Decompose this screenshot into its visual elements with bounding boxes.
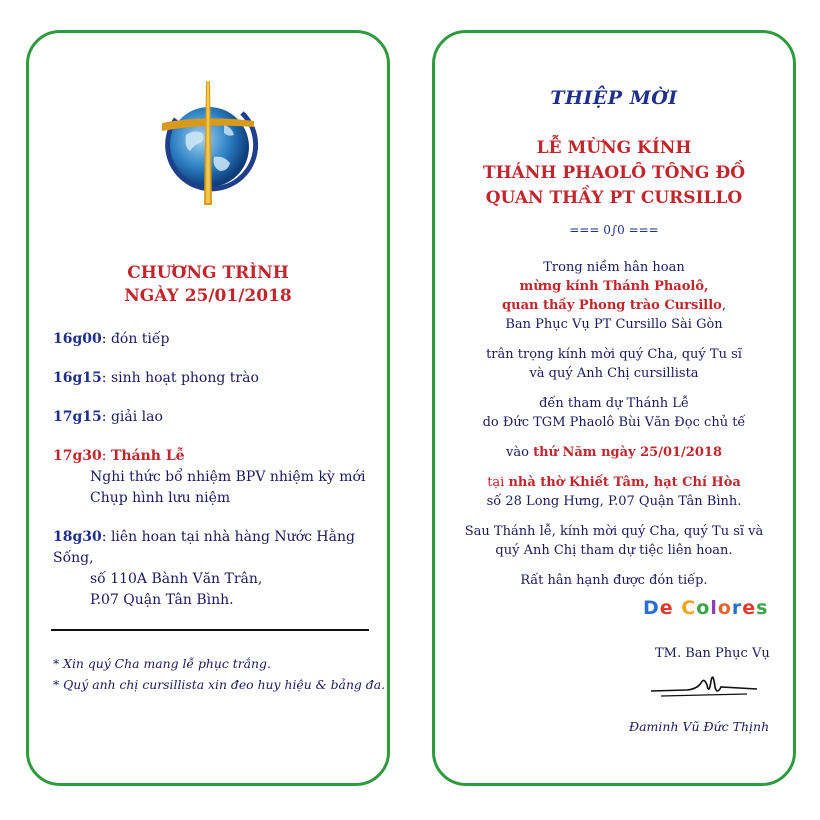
program-card — [26, 30, 390, 786]
paragraph — [435, 571, 793, 590]
schedule-text: đón tiếp — [110, 331, 170, 347]
program-title-line: CHƯƠNG TRÌNH — [127, 263, 289, 283]
feast-line: LỄ MỪNG KÍNH — [536, 138, 692, 158]
paragraph — [435, 394, 793, 432]
feast-title — [435, 136, 793, 211]
text-line: trân trọng kính mời quý Cha, quý Tu sĩ — [486, 347, 742, 362]
text-span: quan thầy Phong trào Cursillo — [502, 298, 722, 313]
schedule-subline: Chụp hình lưu niệm — [90, 490, 231, 506]
notes — [53, 653, 385, 695]
schedule-item: 17g15: giải lao — [53, 409, 163, 425]
text-span: , — [721, 298, 726, 313]
signature-title: TM. Ban Phục Vụ — [655, 646, 770, 661]
schedule-subline: Nghi thức bổ nhiệm BPV nhiệm kỳ mới — [90, 469, 366, 485]
de-colores-letter: l — [710, 597, 718, 619]
schedule-item: 18g30: liên hoan tại nhà hàng Nước Hằng Sống, số 110A Bành Văn Trân, P.07 Quận Tân Bình. — [53, 527, 378, 611]
schedule-time: 17g30 — [53, 448, 102, 464]
de-colores-letter: s — [756, 597, 769, 619]
paragraph — [435, 258, 793, 334]
de-colores-letter: C — [681, 597, 697, 619]
schedule-text: Thánh Lễ — [110, 448, 185, 464]
text-line: Trong niềm hân hoan — [543, 260, 685, 275]
invitation-title: THIỆP MỜI — [550, 87, 678, 109]
schedule-subline: số 110A Bành Văn Trân, — [90, 571, 263, 587]
note-line: * Xin quý Cha mang lễ phục trắng. — [53, 656, 271, 671]
de-colores-letter: e — [659, 597, 674, 619]
text-line: và quý Anh Chị cursillista — [529, 366, 699, 381]
schedule-time: 18g30 — [53, 529, 102, 545]
schedule-list — [53, 329, 378, 629]
feast-line: THÁNH PHAOLÔ TÔNG ĐỒ — [482, 163, 746, 183]
schedule-text: sinh hoạt phong trào — [110, 370, 259, 386]
invitation-card — [432, 30, 796, 786]
text-span: tại — [487, 475, 509, 490]
program-title — [29, 262, 387, 308]
schedule-subline: P.07 Quận Tân Bình. — [90, 592, 234, 608]
feast-line: QUAN THẦY PT CURSILLO — [485, 188, 743, 208]
text-span: vào — [506, 445, 534, 460]
text-line: mừng kính Thánh Phaolô, — [519, 279, 709, 294]
text-line: Rất hân hạnh được đón tiếp. — [520, 573, 708, 588]
de-colores-letter: e — [742, 597, 757, 619]
de-colores-letter: o — [696, 597, 711, 619]
note-line: * Quý anh chị cursillista xin đeo huy hiệu & bảng đa. — [53, 677, 386, 692]
text-line: Ban Phục Vụ PT Cursillo Sài Gòn — [505, 317, 723, 332]
de-colores-letter: o — [717, 597, 732, 619]
text-line: Sau Thánh lễ, kính mời quý Cha, quý Tu sĩ và — [464, 524, 764, 539]
cursillo-logo — [154, 75, 260, 205]
schedule-time: 17g15 — [53, 409, 102, 425]
program-title-line: NGÀY 25/01/2018 — [124, 286, 292, 306]
paragraph — [435, 473, 793, 511]
invitation-body — [435, 258, 793, 601]
paragraph — [435, 345, 793, 383]
text-line: quý Anh Chị tham dự tiệc liên hoan. — [495, 543, 733, 558]
de-colores-text — [643, 597, 768, 619]
schedule-text: giải lao — [110, 409, 163, 425]
paragraph — [435, 522, 793, 560]
schedule-time: 16g00 — [53, 331, 102, 347]
de-colores-letter: r — [731, 597, 743, 619]
schedule-item: 16g15: sinh hoạt phong trào — [53, 370, 259, 386]
signature-image — [647, 665, 767, 705]
text-line: số 28 Long Hưng, P.07 Quận Tân Bình. — [486, 494, 742, 509]
paragraph — [435, 443, 793, 462]
text-line: do Đức TGM Phaolô Bùi Văn Đọc chủ tế — [482, 415, 746, 430]
schedule-time: 16g15 — [53, 370, 102, 386]
signer-name: Đaminh Vũ Đức Thịnh — [629, 719, 770, 734]
text-line: đến tham dự Thánh Lễ — [539, 396, 689, 411]
event-date: thứ Năm ngày 25/01/2018 — [533, 445, 722, 460]
event-place: nhà thờ Khiết Tâm, hạt Chí Hòa — [508, 475, 741, 490]
separator: === 0∫0 === — [569, 223, 659, 237]
divider — [51, 629, 369, 631]
schedule-text: liên hoan tại nhà hàng Nước Hằng Sống, — [53, 529, 355, 566]
de-colores-letter: D — [643, 597, 660, 619]
schedule-item: 16g00: đón tiếp — [53, 331, 170, 347]
schedule-item: 17g30: Thánh Lễ Nghi thức bổ nhiệm BPV nhiệm kỳ mới Chụp hình lưu niệm — [53, 446, 378, 509]
